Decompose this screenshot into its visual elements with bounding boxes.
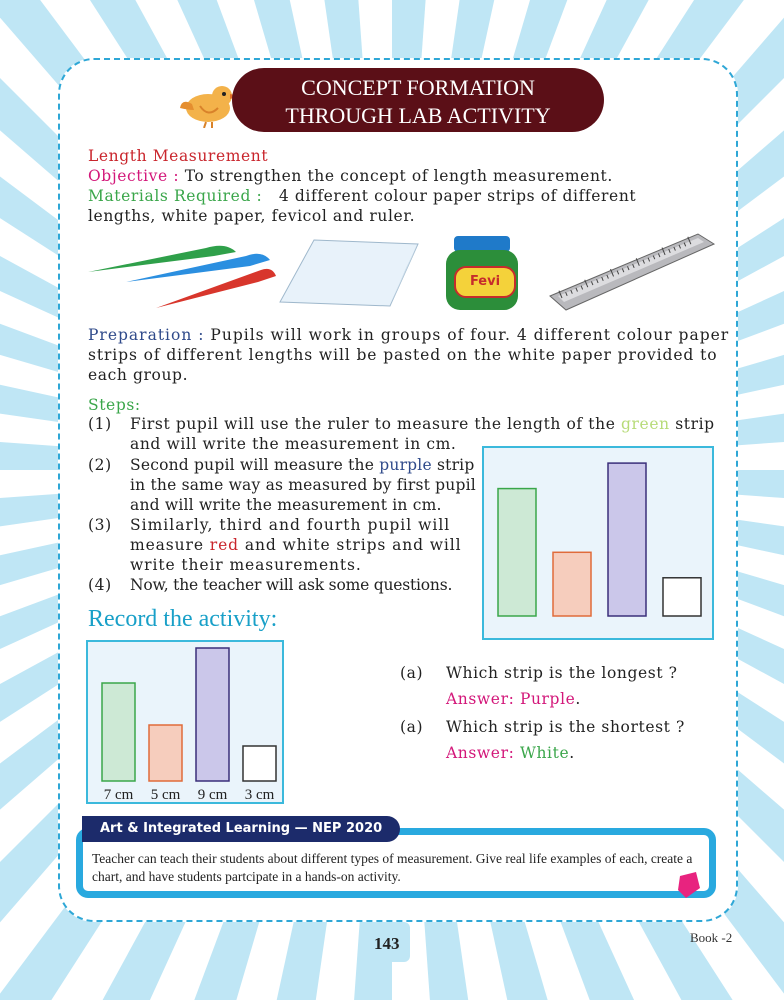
record-chart (86, 640, 284, 804)
steps-label: Steps: (88, 396, 141, 414)
bar-red (553, 552, 591, 616)
paper-strips-illustration (86, 236, 276, 310)
question-1-num: (a) (400, 664, 424, 682)
materials-text: 4 different colour paper strips of different (278, 187, 637, 205)
step-2-num: (2) (88, 456, 112, 474)
step-3-text-a: measure (130, 536, 204, 554)
step-4-num: (4) (88, 576, 112, 594)
answer-1-dot: . (575, 690, 581, 708)
materials-line-2: lengths, white paper, fevicol and ruler. (88, 207, 416, 225)
step-3-color-word: red (209, 536, 239, 554)
tick-label: 5 cm (150, 787, 181, 802)
banner-line-1: CONCEPT FORMATION (301, 75, 535, 100)
step-2-text-a: Second pupil will measure the (130, 456, 375, 474)
corner-decoration-icon (676, 870, 702, 900)
fevicol-jar-illustration (444, 236, 522, 312)
bar-3-cm (243, 746, 276, 781)
question-2-text: Which strip is the shortest ? (446, 718, 685, 736)
tick-label: 3 cm (244, 787, 275, 802)
step-1-text-b: strip (675, 415, 715, 433)
answer-2-value: White (519, 744, 570, 762)
record-title: Record the activity: (88, 606, 278, 632)
section-heading: Length Measurement (88, 147, 269, 165)
white-paper-illustration (278, 238, 420, 308)
answer-1-label: Answer: (446, 690, 515, 708)
bar-5-cm (149, 725, 182, 781)
answer-2-dot: . (569, 744, 575, 762)
question-1-text: Which strip is the longest ? (446, 664, 678, 682)
bar-green (498, 489, 536, 616)
step-1-text-a: First pupil will use the ruler to measure the length of the (130, 415, 616, 433)
preparation-text-1: Pupils will work in groups of four. 4 different colour paper (210, 326, 730, 344)
bar-purple (608, 463, 646, 616)
tick-label: 7 cm (103, 787, 134, 802)
step-1-line-2: and will write the measurement in cm. (130, 435, 457, 453)
art-learning-text: Teacher can teach their students about different types of measurement. Give real life examples of each, create a chart, and have students partcipate in a hands-on activity. (92, 851, 693, 884)
step-3-line-2 (130, 536, 462, 554)
preparation-line-3: each group. (88, 366, 189, 384)
objective-label: Objective : (88, 167, 180, 185)
materials-line (88, 187, 636, 205)
step-1-line-1 (130, 415, 715, 433)
objective-line (88, 167, 613, 185)
materials-label: Materials Required : (88, 187, 263, 205)
preparation-line-2: strips of different lengths will be pasted on the white paper provided to (88, 346, 718, 364)
bar-7-cm (102, 683, 135, 781)
page-number: 143 (374, 934, 400, 953)
banner-line-2: THROUGH LAB ACTIVITY (285, 103, 551, 128)
strips-chart-svg (484, 448, 712, 638)
step-2-line-2: in the same way as measured by first pupil (130, 476, 476, 494)
bar-9-cm (196, 648, 229, 781)
step-1-color-word: green (621, 415, 670, 433)
title-banner (232, 68, 604, 132)
record-chart-svg (88, 642, 282, 802)
step-2-line-3: and will write the measurement in cm. (130, 496, 442, 514)
book-label: Book -2 (690, 930, 733, 945)
preparation-line-1 (88, 326, 729, 344)
step-2-line-1 (130, 456, 474, 474)
tick-label: 9 cm (197, 787, 228, 802)
art-learning-tag: Art & Integrated Learning — NEP 2020 (82, 816, 400, 842)
strips-chart (482, 446, 714, 640)
answer-1 (446, 690, 581, 708)
step-3-num: (3) (88, 516, 112, 534)
glue-label: Fevi (454, 266, 516, 298)
step-2-color-word: purple (379, 456, 432, 474)
preparation-label: Preparation : (88, 326, 205, 344)
answer-2 (446, 744, 575, 762)
step-3-line-3: write their measurements. (130, 556, 362, 574)
step-1-num: (1) (88, 415, 112, 433)
question-2-num: (a) (400, 718, 424, 736)
step-3-line-1: Similarly, third and fourth pupil will (130, 516, 451, 534)
answer-1-value: Purple (519, 690, 576, 708)
objective-text: To strengthen the concept of length measurement. (184, 167, 613, 185)
bar-white (663, 578, 701, 616)
step-2-text-b: strip (436, 456, 475, 474)
answer-2-label: Answer: (446, 744, 515, 762)
step-4-line: Now, the teacher will ask some questions. (130, 576, 453, 594)
ruler-illustration (548, 230, 716, 312)
step-3-text-b: and white strips and will (244, 536, 462, 554)
